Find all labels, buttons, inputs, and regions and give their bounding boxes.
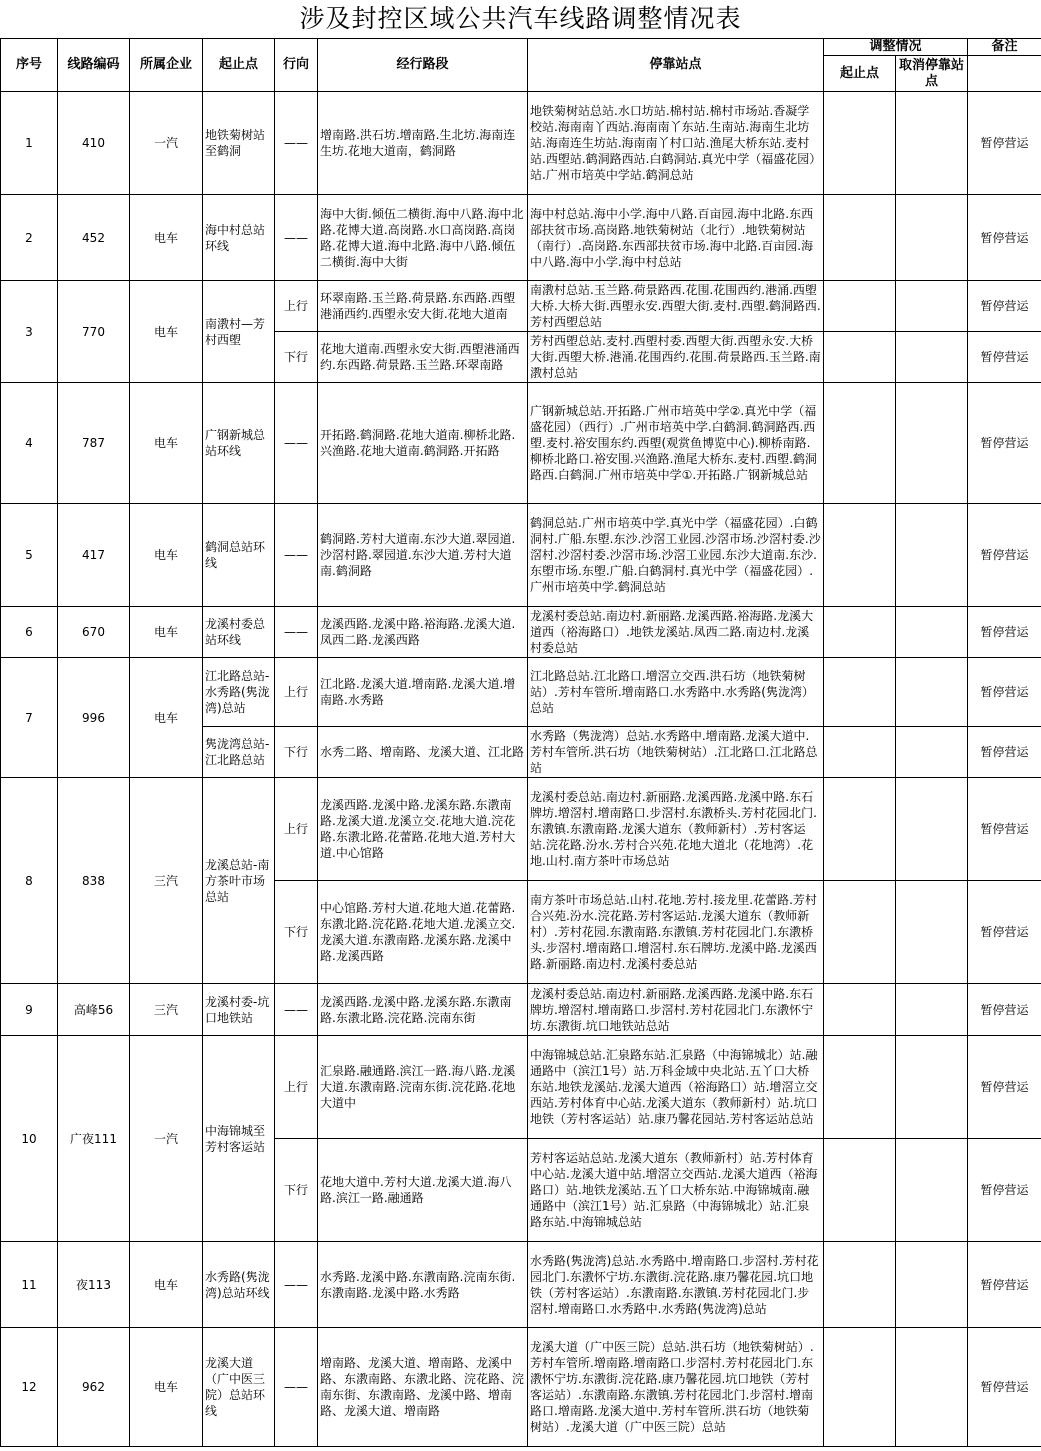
cell-adjust-endpoints	[824, 1139, 896, 1242]
cell-endpoints: 龙溪大道（广中医三院）总站环线	[203, 1328, 275, 1447]
cell-remark: 暂停营运	[968, 504, 1041, 607]
cell-remark: 暂停营运	[968, 1036, 1041, 1139]
cell-seq: 4	[1, 383, 58, 504]
header-adjust-cancel: 取消停靠站点	[896, 56, 968, 92]
cell-direction: ——	[275, 607, 318, 658]
cell-route: 海中大街.倾伍二横街.海中八路.海中北路.花博大道.高岗路.水口高岗路.高岗路.花博大道.海中北路.海中八路.倾伍二横街.海中大街	[318, 195, 528, 281]
table-row	[1, 778, 1041, 881]
cell-direction: ——	[275, 195, 318, 281]
cell-adjust-endpoints	[824, 195, 896, 281]
cell-route: 汇泉路.融通路.滨江一路.海八路.龙溪大道.东漖南路.浣南东街.浣花路.花地大道中	[318, 1036, 528, 1139]
header-direction: 行向	[275, 39, 318, 92]
table-row	[1, 1328, 1041, 1447]
cell-stops: 龙溪村委总站.南边村.新丽路.龙溪西路.龙溪中路.东石牌坊.增滘村.增南路口.步滘村.东漖桥头.芳村花园北门.东漖镇.东漖南路.龙溪大道东（教师新村）.芳村客运站.浣花路.汾水.芳村合兴苑.花地大道北（花地湾）.花地.山村.南方茶叶市场总站	[528, 778, 824, 881]
page-title: 涉及封控区域公共汽车线路调整情况表	[299, 4, 742, 33]
cell-route: 增南路、龙溪大道、增南路、龙溪中路、东漖南路、东漖北路、浣花路、浣南东街、东漖南路、龙溪中路、增南路、龙溪大道、增南路	[318, 1328, 528, 1447]
cell-adjust-endpoints	[824, 92, 896, 195]
cell-seq: 7	[1, 658, 58, 778]
cell-direction: 上行	[275, 778, 318, 881]
cell-remark: 暂停营运	[968, 1139, 1041, 1242]
cell-adjust-cancel	[896, 504, 968, 607]
table-row	[1, 658, 1041, 727]
cell-route-code: 787	[58, 383, 130, 504]
cell-adjust-endpoints	[824, 1328, 896, 1447]
cell-adjust-endpoints	[824, 658, 896, 727]
cell-endpoints: 龙溪总站-南方茶叶市场总站	[203, 778, 275, 984]
table-row	[1, 607, 1041, 658]
header-route: 经行路段	[318, 39, 528, 92]
cell-seq: 1	[1, 92, 58, 195]
cell-stops: 芳村西塱总站.麦村.西塱村委.西塱大街.西塱永安.大桥大街.西塱大桥.港涌.花围西约.花围.荷景路西.玉兰路.南漖村总站	[528, 332, 824, 383]
table-row	[1, 984, 1041, 1036]
cell-direction: ——	[275, 1328, 318, 1447]
header-company: 所属企业	[130, 39, 203, 92]
cell-adjust-endpoints	[824, 881, 896, 984]
cell-stops: 龙溪村委总站.南边村.新丽路.龙溪西路.裕海路.龙溪大道西（裕海路口）.地铁龙溪站.凤西二路.南边村.龙溪村委总站	[528, 607, 824, 658]
cell-company: 电车	[130, 281, 203, 383]
cell-endpoints: 江北路总站-水秀路(隽泷湾)总站	[203, 658, 275, 727]
table-body	[1, 92, 1041, 1447]
cell-remark: 暂停营运	[968, 195, 1041, 281]
cell-direction: ——	[275, 984, 318, 1036]
cell-adjust-cancel	[896, 1242, 968, 1328]
cell-adjust-endpoints	[824, 281, 896, 332]
cell-stops: 地铁菊树站总站.水口坊站.棉村站.棉村市场站.香凝学校站.海南南丫西站.海南南丫东站.生南站.海南生北坊站.海南连生坊站.海南南丫村口站.渔尾大桥东站.麦村站.西塱站.鹤洞路西站.白鹤洞站.真光中学（福盛花园）站.广州市培英中学站.鹤洞总站	[528, 92, 824, 195]
cell-route-code: 广夜111	[58, 1036, 130, 1242]
table-row	[1, 1036, 1041, 1139]
cell-company: 电车	[130, 1328, 203, 1447]
cell-company: 一汽	[130, 1036, 203, 1242]
cell-endpoints: 地铁菊树站至鹤洞	[203, 92, 275, 195]
cell-route: 花地大道南.西塱永安大街.西塱港涌西约.东西路.荷景路.玉兰路.环翠南路	[318, 332, 528, 383]
cell-remark: 暂停营运	[968, 607, 1041, 658]
cell-seq: 12	[1, 1328, 58, 1447]
cell-endpoints: 南漖村—芳村西塱	[203, 281, 275, 383]
cell-route-code: 770	[58, 281, 130, 383]
cell-direction: ——	[275, 383, 318, 504]
cell-adjust-endpoints	[824, 727, 896, 778]
cell-stops: 广钢新城总站.开拓路.广州市培英中学②.真光中学（福盛花园）（西行）.广州市培英中学.白鹤洞.鹤洞路西.西塱.麦村.裕安围东约.西塱(观赏鱼博览中心).柳桥南路.柳桥北路口.裕安围.兴渔路.渔尾大桥东.麦村.西塱.鹤洞路西.白鹤洞.广州市培英中学①.开拓路.广钢新城总站	[528, 383, 824, 504]
cell-direction: 下行	[275, 881, 318, 984]
cell-seq: 6	[1, 607, 58, 658]
cell-stops: 中海锦城总站.汇泉路东站.汇泉路（中海锦城北）站.融通路中（滨江1号）站.万科金域中央北站.五丫口大桥东站.地铁龙溪站.龙溪大道西（裕海路口）站.增滘立交西站.芳村体育中心站.龙溪大道东（教师新村）站.坑口地铁（芳村客运站）站.康乃馨花园站.芳村客运站总站	[528, 1036, 824, 1139]
cell-remark: 暂停营运	[968, 778, 1041, 881]
cell-adjust-cancel	[896, 778, 968, 881]
cell-direction: 下行	[275, 332, 318, 383]
cell-stops: 龙溪大道（广中医三院）总站.洪石坊（地铁菊树站）.芳村车管所.增南路.增南路口.步滘村.芳村花园北门.东漖怀宁坊.东漖街.浣花路.康乃馨花园.坑口地铁（芳村客运站）.东漖南路.东漖镇.芳村花园北门.步滘村.增南路口.增南路.龙溪大道中.芳村车管所.洪石坊（地铁菊树站）.龙溪大道（广中医三院）总站	[528, 1328, 824, 1447]
cell-adjust-endpoints	[824, 332, 896, 383]
cell-endpoints: 鹤洞总站环线	[203, 504, 275, 607]
header-stops: 停靠站点	[528, 39, 824, 92]
cell-route: 龙溪西路.龙溪中路.龙溪东路.东漖南路.东漖北路.浣花路.浣南东街	[318, 984, 528, 1036]
cell-stops: 水秀路（隽泷湾）总站.水秀路中.增南路.龙溪大道中.芳村车管所.洪石坊（地铁菊树站）.江北路口.江北路总站	[528, 727, 824, 778]
cell-adjust-cancel	[896, 727, 968, 778]
table-row	[1, 92, 1041, 195]
cell-direction: 上行	[275, 658, 318, 727]
cell-seq: 11	[1, 1242, 58, 1328]
cell-adjust-cancel	[896, 984, 968, 1036]
header-seq: 序号	[1, 39, 58, 92]
cell-adjust-endpoints	[824, 607, 896, 658]
cell-company: 三汽	[130, 984, 203, 1036]
cell-remark: 暂停营运	[968, 727, 1041, 778]
cell-route: 中心馆路.芳村大道.花地大道.花蕾路.东漖北路.浣花路.花地大道.龙溪立交.龙溪大道.东漖南路.龙溪东路.龙溪中路.龙溪西路	[318, 881, 528, 984]
cell-endpoints: 广钢新城总站环线	[203, 383, 275, 504]
cell-adjust-endpoints	[824, 984, 896, 1036]
cell-remark: 暂停营运	[968, 984, 1041, 1036]
cell-stops: 芳村客运站总站.龙溪大道东（教师新村）站.芳村体育中心站.龙溪大道中站.增滘立交西站.龙溪大道西（裕海路口）站.地铁龙溪站.五丫口大桥东站.中海锦城南.融通路中（滨江1号）站.汇泉路（中海锦城北）站.汇泉路东站.中海锦城总站	[528, 1139, 824, 1242]
cell-adjust-cancel	[896, 1328, 968, 1447]
cell-company: 电车	[130, 1242, 203, 1328]
header-remark-sub	[968, 56, 1041, 92]
cell-route-code: 高峰56	[58, 984, 130, 1036]
cell-stops: 南方茶叶市场总站.山村.花地.芳村.接龙里.花蕾路.芳村合兴苑.汾水.浣花路.芳村客运站.龙溪大道东（教师新村）.芳村花园.东漖南路.东漖镇.芳村花园北门.东漖桥头.步滘村.增南路口.增滘村.东石牌坊.龙溪中路.龙溪西路.新丽路.南边村.龙溪村委总站	[528, 881, 824, 984]
cell-direction: ——	[275, 92, 318, 195]
cell-stops: 海中村总站.海中小学.海中八路.百亩园.海中北路.东西部扶贫市场.高岗路.地铁菊树站（北行）.地铁菊树站（南行）.高岗路.东西部扶贫市场.海中北路.百亩园.海中八路.海中小学.海中村总站	[528, 195, 824, 281]
cell-adjust-cancel	[896, 281, 968, 332]
header-adjust: 调整情况	[824, 39, 968, 56]
cell-route-code: 410	[58, 92, 130, 195]
cell-adjust-cancel	[896, 1139, 968, 1242]
cell-direction: ——	[275, 1242, 318, 1328]
cell-endpoints: 龙溪村委-坑口地铁站	[203, 984, 275, 1036]
cell-route: 鹤洞路.芳村大道南.东沙大道.翠园道.沙滘村路.翠园道.东沙大道.芳村大道南.鹤洞路	[318, 504, 528, 607]
cell-remark: 暂停营运	[968, 281, 1041, 332]
table-row	[1, 281, 1041, 332]
cell-adjust-cancel	[896, 332, 968, 383]
header-remark: 备注	[968, 39, 1041, 56]
cell-company: 电车	[130, 504, 203, 607]
cell-company: 电车	[130, 658, 203, 778]
cell-direction: 下行	[275, 727, 318, 778]
cell-company: 三汽	[130, 778, 203, 984]
cell-remark: 暂停营运	[968, 383, 1041, 504]
cell-adjust-endpoints	[824, 1036, 896, 1139]
cell-endpoints: 龙溪村委总站环线	[203, 607, 275, 658]
cell-stops: 龙溪村委总站.南边村.新丽路.龙溪西路.龙溪中路.东石牌坊.增滘村.增南路口.步滘村.芳村花园北门.东漖怀宁坊.东漖街.坑口地铁站总站	[528, 984, 824, 1036]
cell-route: 花地大道中.芳村大道.龙溪大道.海八路.滨江一路.融通路	[318, 1139, 528, 1242]
cell-remark: 暂停营运	[968, 332, 1041, 383]
cell-stops: 江北路总站.江北路口.增滘立交西.洪石坊（地铁菊树站）.芳村车管所.增南路口.水秀路中.水秀路(隽泷湾）总站	[528, 658, 824, 727]
header-endpoints: 起止点	[203, 39, 275, 92]
cell-company: 电车	[130, 195, 203, 281]
cell-remark: 暂停营运	[968, 1242, 1041, 1328]
cell-seq: 8	[1, 778, 58, 984]
cell-stops: 鹤洞总站.广州市培英中学.真光中学（福盛花园）.白鹤洞村.广船.东塱.东沙.沙滘工业园.沙滘市场.沙滘村委.沙滘村.沙滘村委.沙滘市场.沙滘工业园.东沙大道南.东沙.东塱市场.东塱.广船.白鹤洞村.真光中学（福盛花园）.广州市培英中学.鹤洞总站	[528, 504, 824, 607]
table-row	[1, 1242, 1041, 1328]
cell-adjust-cancel	[896, 607, 968, 658]
cell-seq: 2	[1, 195, 58, 281]
cell-company: 一汽	[130, 92, 203, 195]
cell-seq: 9	[1, 984, 58, 1036]
cell-direction: 上行	[275, 1036, 318, 1139]
cell-remark: 暂停营运	[968, 881, 1041, 984]
cell-stops: 水秀路(隽泷湾)总站.水秀路中.增南路口.步滘村.芳村花园北门.东漖怀宁坊.东漖街.浣花路.康乃馨花园.坑口地铁（芳村客运站）.东漖南路.东漖镇.芳村花园北门.步滘村.增南路口.水秀路中.水秀路(隽泷湾)总站	[528, 1242, 824, 1328]
table-row	[1, 504, 1041, 607]
cell-direction: 下行	[275, 1139, 318, 1242]
cell-route: 龙溪西路.龙溪中路.龙溪东路.东漖南路.龙溪大道.龙溪立交.花地大道.浣花路.东漖北路.花蕾路.花地大道.芳村大道.中心馆路	[318, 778, 528, 881]
cell-adjust-cancel	[896, 92, 968, 195]
cell-company: 电车	[130, 383, 203, 504]
route-adjustment-table	[0, 38, 1041, 1447]
cell-adjust-endpoints	[824, 1242, 896, 1328]
cell-remark: 暂停营运	[968, 92, 1041, 195]
cell-route-code: 417	[58, 504, 130, 607]
cell-endpoints: 中海锦城至芳村客运站	[203, 1036, 275, 1242]
cell-direction: 上行	[275, 281, 318, 332]
cell-route-code: 838	[58, 778, 130, 984]
cell-route: 水秀路.龙溪中路.东漖南路.浣南东街.东漖南路.龙溪中路.水秀路	[318, 1242, 528, 1328]
cell-seq: 10	[1, 1036, 58, 1242]
cell-direction: ——	[275, 504, 318, 607]
table-row	[1, 383, 1041, 504]
cell-remark: 暂停营运	[968, 1328, 1041, 1447]
cell-adjust-cancel	[896, 1036, 968, 1139]
cell-company: 电车	[130, 607, 203, 658]
cell-endpoints: 海中村总站环线	[203, 195, 275, 281]
cell-seq: 3	[1, 281, 58, 383]
cell-route: 环翠南路.玉兰路.荷景路.东西路.西塱港涌西约.西塱永安大街.花地大道南	[318, 281, 528, 332]
cell-endpoints: 水秀路(隽泷湾)总站环线	[203, 1242, 275, 1328]
cell-route-code: 670	[58, 607, 130, 658]
cell-route-code: 夜113	[58, 1242, 130, 1328]
cell-stops: 南漖村总站.玉兰路.荷景路西.花围.花围西约.港涌.西塱大桥.大桥大街.西塱永安.西塱大街.麦村.西塱.鹤洞路西.芳村西塱总站	[528, 281, 824, 332]
cell-route: 水秀二路、增南路、龙溪大道、江北路	[318, 727, 528, 778]
cell-adjust-cancel	[896, 881, 968, 984]
cell-route-code: 452	[58, 195, 130, 281]
cell-adjust-endpoints	[824, 383, 896, 504]
cell-route: 江北路.龙溪大道.增南路.龙溪大道.增南路.水秀路	[318, 658, 528, 727]
header-adjust-endpoints: 起止点	[824, 56, 896, 92]
cell-route: 开拓路.鹤洞路.花地大道南.柳桥北路.兴渔路.花地大道南.鹤洞路.开拓路	[318, 383, 528, 504]
cell-route: 龙溪西路.龙溪中路.裕海路.龙溪大道.凤西二路.龙溪西路	[318, 607, 528, 658]
cell-seq: 5	[1, 504, 58, 607]
table-row	[1, 195, 1041, 281]
cell-endpoints: 隽泷湾总站-江北路总站	[203, 727, 275, 778]
cell-adjust-cancel	[896, 658, 968, 727]
cell-adjust-endpoints	[824, 504, 896, 607]
cell-adjust-endpoints	[824, 778, 896, 881]
cell-route-code: 962	[58, 1328, 130, 1447]
cell-adjust-cancel	[896, 383, 968, 504]
cell-adjust-cancel	[896, 195, 968, 281]
cell-route: 增南路.洪石坊.增南路.生北坊.海南连生坊.花地大道南，鹤洞路	[318, 92, 528, 195]
header-code: 线路编码	[58, 39, 130, 92]
cell-remark: 暂停营运	[968, 658, 1041, 727]
cell-route-code: 996	[58, 658, 130, 778]
